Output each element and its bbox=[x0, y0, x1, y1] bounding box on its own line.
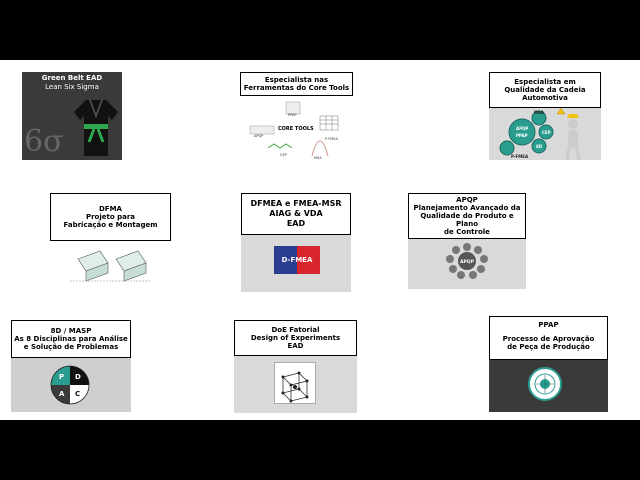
pdca-d-label: D bbox=[75, 373, 81, 381]
card-ppap[interactable] bbox=[489, 316, 608, 412]
apqp-cycle-diagram bbox=[408, 239, 526, 289]
ppap-seal-icon bbox=[528, 367, 562, 401]
gear-pfmea-label: P-FMEA bbox=[511, 154, 529, 159]
ppap-label: PPAP bbox=[288, 113, 297, 117]
gear-ppap-label: PPAP bbox=[516, 133, 528, 138]
pdca-a-label: A bbox=[59, 390, 65, 398]
apqp-center-label: APQP bbox=[460, 260, 474, 265]
green-belt-thumbnail bbox=[22, 72, 122, 160]
green-belt-title: Green Belt EAD Lean Six Sigma bbox=[41, 74, 103, 91]
course-grid bbox=[0, 60, 640, 420]
doe-cube-frame bbox=[274, 362, 316, 404]
card-doe[interactable] bbox=[234, 320, 357, 413]
worker-figure-icon bbox=[557, 108, 579, 160]
gear-cep-label: CEP bbox=[542, 130, 551, 135]
gear-apqp-label: APQP bbox=[516, 126, 529, 131]
card-green-belt[interactable] bbox=[22, 72, 122, 160]
card-dfma[interactable] bbox=[50, 193, 171, 289]
factorial-cube-icon bbox=[275, 363, 315, 403]
fmea-label: P-FMEA bbox=[325, 137, 338, 141]
cadeia-title: Especialista em Qualidade da Cadeia Automotiva bbox=[489, 72, 601, 108]
dfma-parts-drawing bbox=[50, 241, 171, 289]
gears-diagram bbox=[489, 108, 601, 160]
core-tools-diagram bbox=[240, 96, 353, 160]
dfmea-badge-label: D-FMEA bbox=[281, 256, 313, 264]
pdca-p-label: P bbox=[59, 373, 65, 381]
apqp-label: APQP bbox=[254, 134, 264, 138]
cep-label: CEP bbox=[280, 153, 287, 157]
msa-label: MSA bbox=[314, 156, 322, 160]
kimono-icon bbox=[72, 98, 120, 158]
core-tools-center-label: CORE TOOLS bbox=[278, 126, 314, 132]
dfma-title: DFMA Projeto para Fabricação e Montagem bbox=[50, 193, 171, 241]
masp-title: 8D / MASP As 8 Disciplinas para Análise e Solução de Problemas bbox=[11, 320, 131, 358]
ppap-thumbnail bbox=[489, 360, 608, 412]
dfmea-thumbnail bbox=[241, 235, 351, 292]
dfmea-title: DFMEA e FMEA-MSR AIAG & VDA EAD bbox=[241, 193, 351, 235]
core-tools-title: Especialista nas Ferramentas do Core Tools bbox=[240, 72, 353, 96]
six-sigma-logo: 6σ bbox=[24, 124, 64, 159]
dfma-thumbnail bbox=[50, 241, 171, 289]
masp-thumbnail bbox=[11, 358, 131, 412]
core-tools-thumbnail bbox=[240, 96, 353, 160]
gear-8d-label: 8D bbox=[536, 144, 543, 149]
card-masp[interactable] bbox=[11, 320, 131, 412]
card-dfmea[interactable] bbox=[241, 193, 351, 292]
doe-title: DoE Fatorial Design of Experiments EAD bbox=[234, 320, 357, 356]
card-cadeia-automotiva[interactable] bbox=[489, 72, 601, 160]
card-apqp[interactable] bbox=[408, 193, 526, 289]
cadeia-thumbnail bbox=[489, 108, 601, 160]
dfmea-badge bbox=[274, 246, 320, 274]
gear-msa-label: MSA bbox=[534, 110, 544, 115]
ppap-title: PPAP Processo de Aprovação de Peça de Produção bbox=[489, 316, 608, 360]
pdca-c-label: C bbox=[75, 390, 81, 398]
apqp-title: APQP Planejamento Avançado da Qualidade do Produto e Plano de Controle bbox=[408, 193, 526, 239]
apqp-thumbnail bbox=[408, 239, 526, 289]
doe-thumbnail bbox=[234, 356, 357, 413]
pdca-wheel bbox=[50, 365, 90, 405]
card-core-tools[interactable] bbox=[240, 72, 353, 160]
